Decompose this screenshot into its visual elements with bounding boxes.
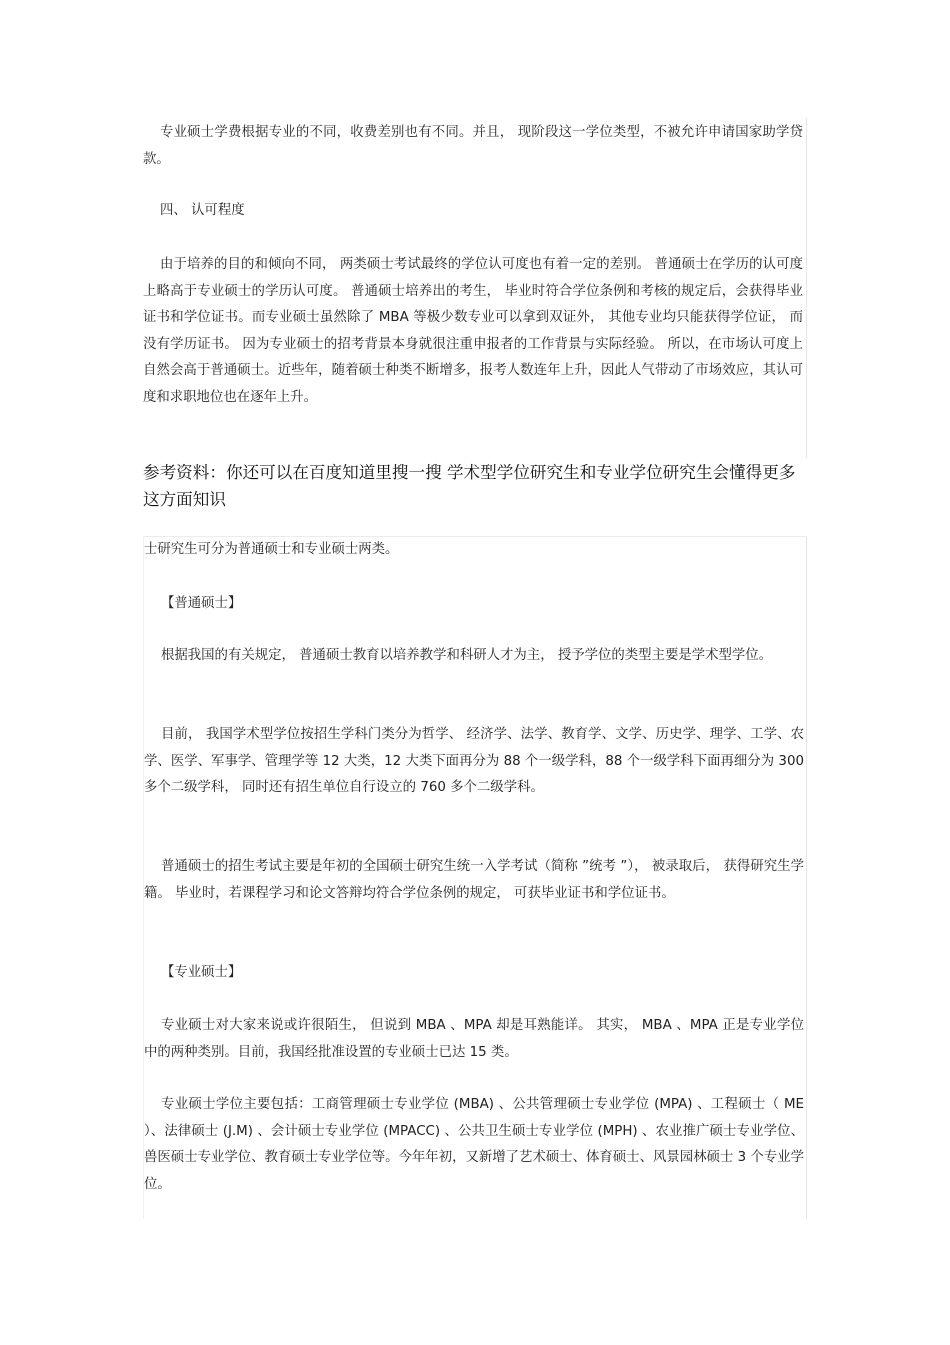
heading-general-master: 【普通硕士】 [161, 596, 242, 611]
general-master-paragraph-1: 根据我国的有关规定， 普通硕士教育以培养教学和科研人才为主， 授予学位的类型主要是学术型学位。 [161, 648, 773, 663]
general-master-paragraph-2: 目前， 我国学术型学位按招生学科门类分为哲学、 经济学、法学、教育学、文学、历史学、理学、工学、农学、医学、军事学、管理学等 12 大类，12 大类下面再分为 88 个一级学科，88 个一级学科下面再细分为 300 多个二级学科， 同时还有招生单位自行设立的 760 多个二级学科。 [144, 727, 804, 795]
reference-note: 参考资料：你还可以在百度知道里搜一搜 学术型学位研究生和专业学位研究生会懂得更多这方面知识 [143, 463, 796, 509]
section-heading-recognition: 四、 认可程度 [160, 203, 245, 218]
professional-master-paragraph-1: 专业硕士对大家来说或许很陌生， 但说到 MBA 、MPA 却是耳熟能详。 其实， MBA 、MPA 正是专业学位中的两种类别。目前，我国经批准设置的专业硕士已达 15 类。 [144, 1018, 804, 1060]
general-master-paragraph-3: 普通硕士的招生考试主要是年初的全国硕士研究生统一入学考试（简称 ”统考 ”）， 被录取后， 获得研究生学籍。 毕业时，若课程学习和论文答辩均符合学位条例的规定， 可获毕业证书和学位证书。 [144, 859, 804, 901]
content-panel-top [143, 118, 807, 458]
heading-professional-master: 【专业硕士】 [161, 965, 242, 980]
recognition-paragraph: 由于培养的目的和倾向不同， 两类硕士考试最终的学位认可度也有着一定的差别。 普通硕士在学历的认可度上略高于专业硕士的学历认可度。 普通硕士培养出的考生， 毕业时符合学位条例和考核的规定后，会获得毕业证书和学位证书。而专业硕士虽然除了 MBA 等极少数专业可以拿到双证外， 其他专业均只能获得学位证， 而没有学历证书。 因为专业硕士的招考背景本身就很注重申报者的工作背景与实际经验。 所以，在市场认可度上自然会高于普通硕士。近些年，随着硕士种类不断增多，报考人数连年上升，因此人气带动了市场效应，其认可度和求职地位也在逐年上升。 [143, 257, 803, 405]
intro-paragraph: 士研究生可分为普通硕士和专业硕士两类。 [144, 542, 399, 557]
professional-master-paragraph-2: 专业硕士学位主要包括：工商管理硕士专业学位 (MBA) 、公共管理硕士专业学位 (MPA) 、工程硕士（ ME ）、法律硕士 (J.M) 、会计硕士专业学位 (MPACC) 、公共卫生硕士专业学位 (MPH) 、农业推广硕士专业学位、兽医硕士专业学位、教育硕士专业学位等。今年年初，又新增了艺术硕士、体育硕士、风景园林硕士 3 个专业学位。 [144, 1097, 804, 1192]
tuition-paragraph: 专业硕士学费根据专业的不同，收费差别也有不同。并且， 现阶段这一学位类型，不被允许申请国家助学贷款。 [143, 125, 803, 167]
content-panel-bottom [143, 536, 807, 1219]
